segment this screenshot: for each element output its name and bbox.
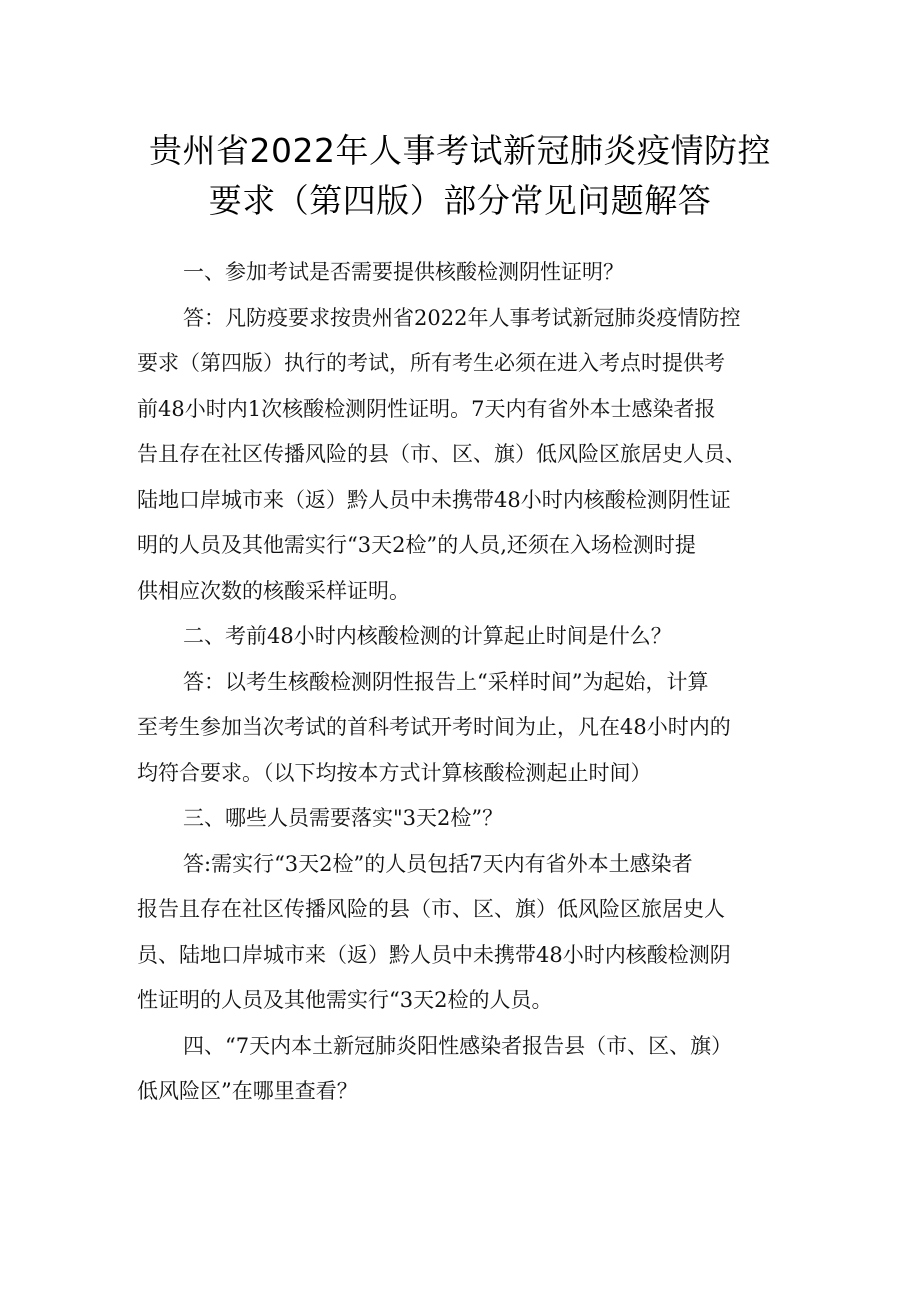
answer-1-line: 明的人员及其他需实行“3天2检”的人员,还须在入场检测时提 xyxy=(137,533,696,557)
answer-3-line: 报告且存在社区传播风险的县（市、区、旗）低风险区旅居史人 xyxy=(137,897,725,921)
answer-1-line: 陆地口岸城市来（返）黔人员中未携带48小时内核酸检测阴性证 xyxy=(137,487,731,512)
question-4-heading: 四、“7天内本土新冠肺炎阳性感染者报告县（市、区、旗） xyxy=(183,1033,733,1058)
answer-3-line: 答:需实行“3天2检”的人员包括7天内有省外本土感染者 xyxy=(183,851,693,876)
question-2-heading: 二、考前48小时内核酸检测的计算起止时间是什么？ xyxy=(183,624,672,648)
answer-1-line: 供相应次数的核酸采样证明。 xyxy=(137,578,410,603)
answer-2-line: 均符合要求。（以下均按本方式计算核酸检测起止时间） xyxy=(137,760,652,785)
answer-3-line: 性证明的人员及其他需实行“3天2检的人员。 xyxy=(137,988,553,1012)
answer-2-line: 至考生参加当次考试的首科考试开考时间为止，凡在48小时内的 xyxy=(137,715,731,739)
question-4-heading-continued: 低风险区”在哪里查看？ xyxy=(137,1079,358,1103)
document-title xyxy=(0,126,920,226)
question-1-heading: 一、参加考试是否需要提供核酸检测阴性证明？ xyxy=(183,260,624,284)
question-3-heading: 三、哪些人员需要落实"3天2检”？ xyxy=(183,806,504,830)
document-body xyxy=(137,250,797,1115)
answer-1-line: 答：凡防疫要求按贵州省2022年人事考试新冠肺炎疫情防控 xyxy=(183,305,741,330)
answer-1-line: 要求（第四版）执行的考试，所有考生必须在进入考点时提供考 xyxy=(137,351,725,375)
answer-3-line: 员、陆地口岸城市来（返）黔人员中未携带48小时内核酸检测阴 xyxy=(137,942,731,967)
answer-1-line: 前48小时内1次核酸检测阴性证明。7天内有省外本士感染者报 xyxy=(137,396,716,421)
answer-2-line: 答：以考生核酸检测阴性报告上“采样时间”为起始，计算 xyxy=(183,669,709,694)
title-line-1: 贵州省2022年人事考试新冠肺炎疫情防控 xyxy=(149,131,771,170)
answer-1-line: 告且存在社区传播风险的县（市、区、旗）低风险区旅居史人员、 xyxy=(137,442,746,466)
title-line-2: 要求（第四版）部分常见问题解答 xyxy=(208,181,712,220)
